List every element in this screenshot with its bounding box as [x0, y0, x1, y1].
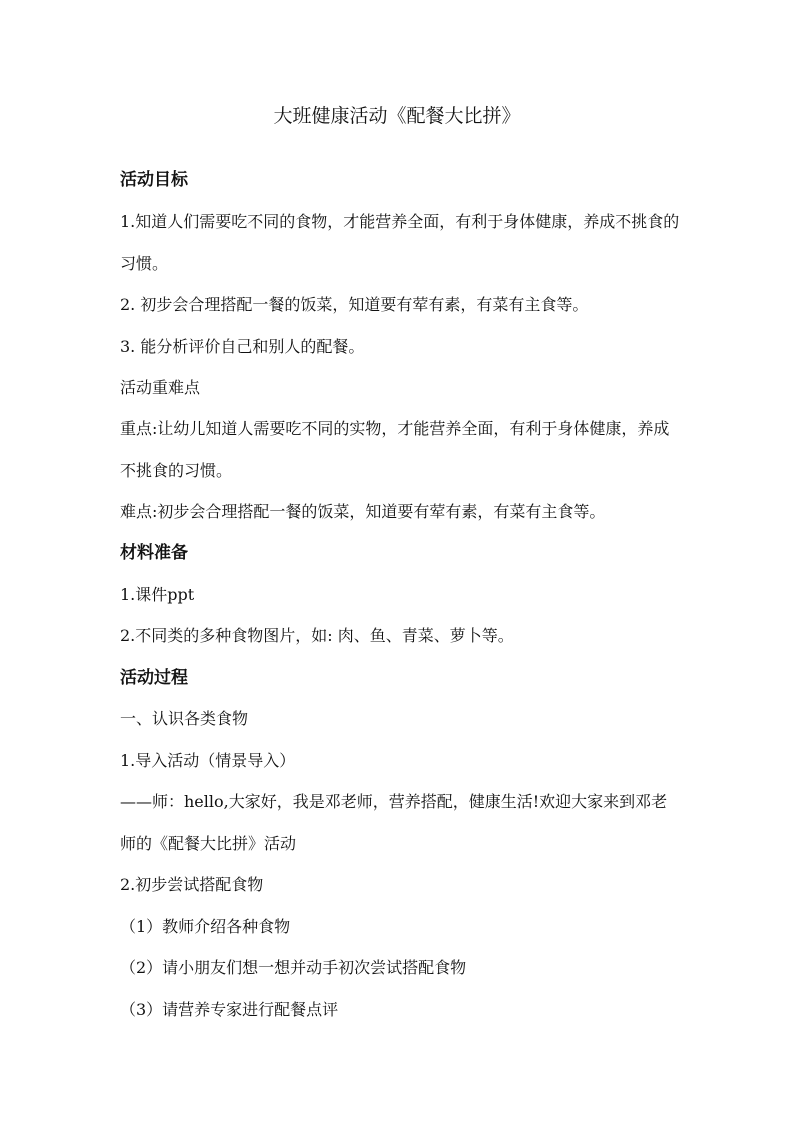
process-heading: 活动过程 — [120, 668, 188, 688]
process-sub-3: （3）请营养专家进行配餐点评 — [120, 1000, 339, 1019]
goal-item-2: 2. 初步会合理搭配一餐的饭菜，知道要有荤有素，有菜有主食等。 — [120, 295, 589, 314]
process-step-1: 1.导入活动（情景导入） — [120, 751, 296, 770]
teacher-dialog: ——师：hello,大家好，我是邓老师，营养搭配，健康生活!欢迎大家来到邓老师的《配餐大比拼》活动 — [120, 792, 668, 853]
process-sub-2: （2）请小朋友们想一想并动手初次尝试搭配食物 — [120, 958, 467, 977]
goal-item-3: 3. 能分析评价自己和别人的配餐。 — [120, 337, 365, 356]
process-step-2: 2.初步尝试搭配食物 — [120, 875, 264, 894]
material-item-1: 1.课件ppt — [120, 585, 195, 604]
materials-heading: 材料准备 — [120, 543, 188, 563]
document-title: 大班健康活动《配餐大比拼》 — [273, 105, 521, 127]
goals-heading: 活动目标 — [120, 170, 188, 190]
goal-item-1: 1.知道人们需要吃不同的食物，才能营养全面，有利于身体健康，养成不挑食的习惯。 — [120, 212, 680, 273]
process-part-1: 一、认识各类食物 — [120, 709, 249, 728]
difficult-point-text: 难点:初步会合理搭配一餐的饭菜，知道要有荤有素，有菜有主食等。 — [120, 502, 606, 521]
key-point-text: 重点:让幼儿知道人需要吃不同的实物，才能营养全面，有利于身体健康，养成不挑食的习惯。 — [120, 419, 670, 480]
material-item-2: 2.不同类的多种食物图片，如: 肉、鱼、青菜、萝卜等。 — [120, 626, 514, 645]
key-points-heading: 活动重难点 — [120, 378, 201, 397]
process-sub-1: （1）教师介绍各种食物 — [120, 917, 291, 936]
